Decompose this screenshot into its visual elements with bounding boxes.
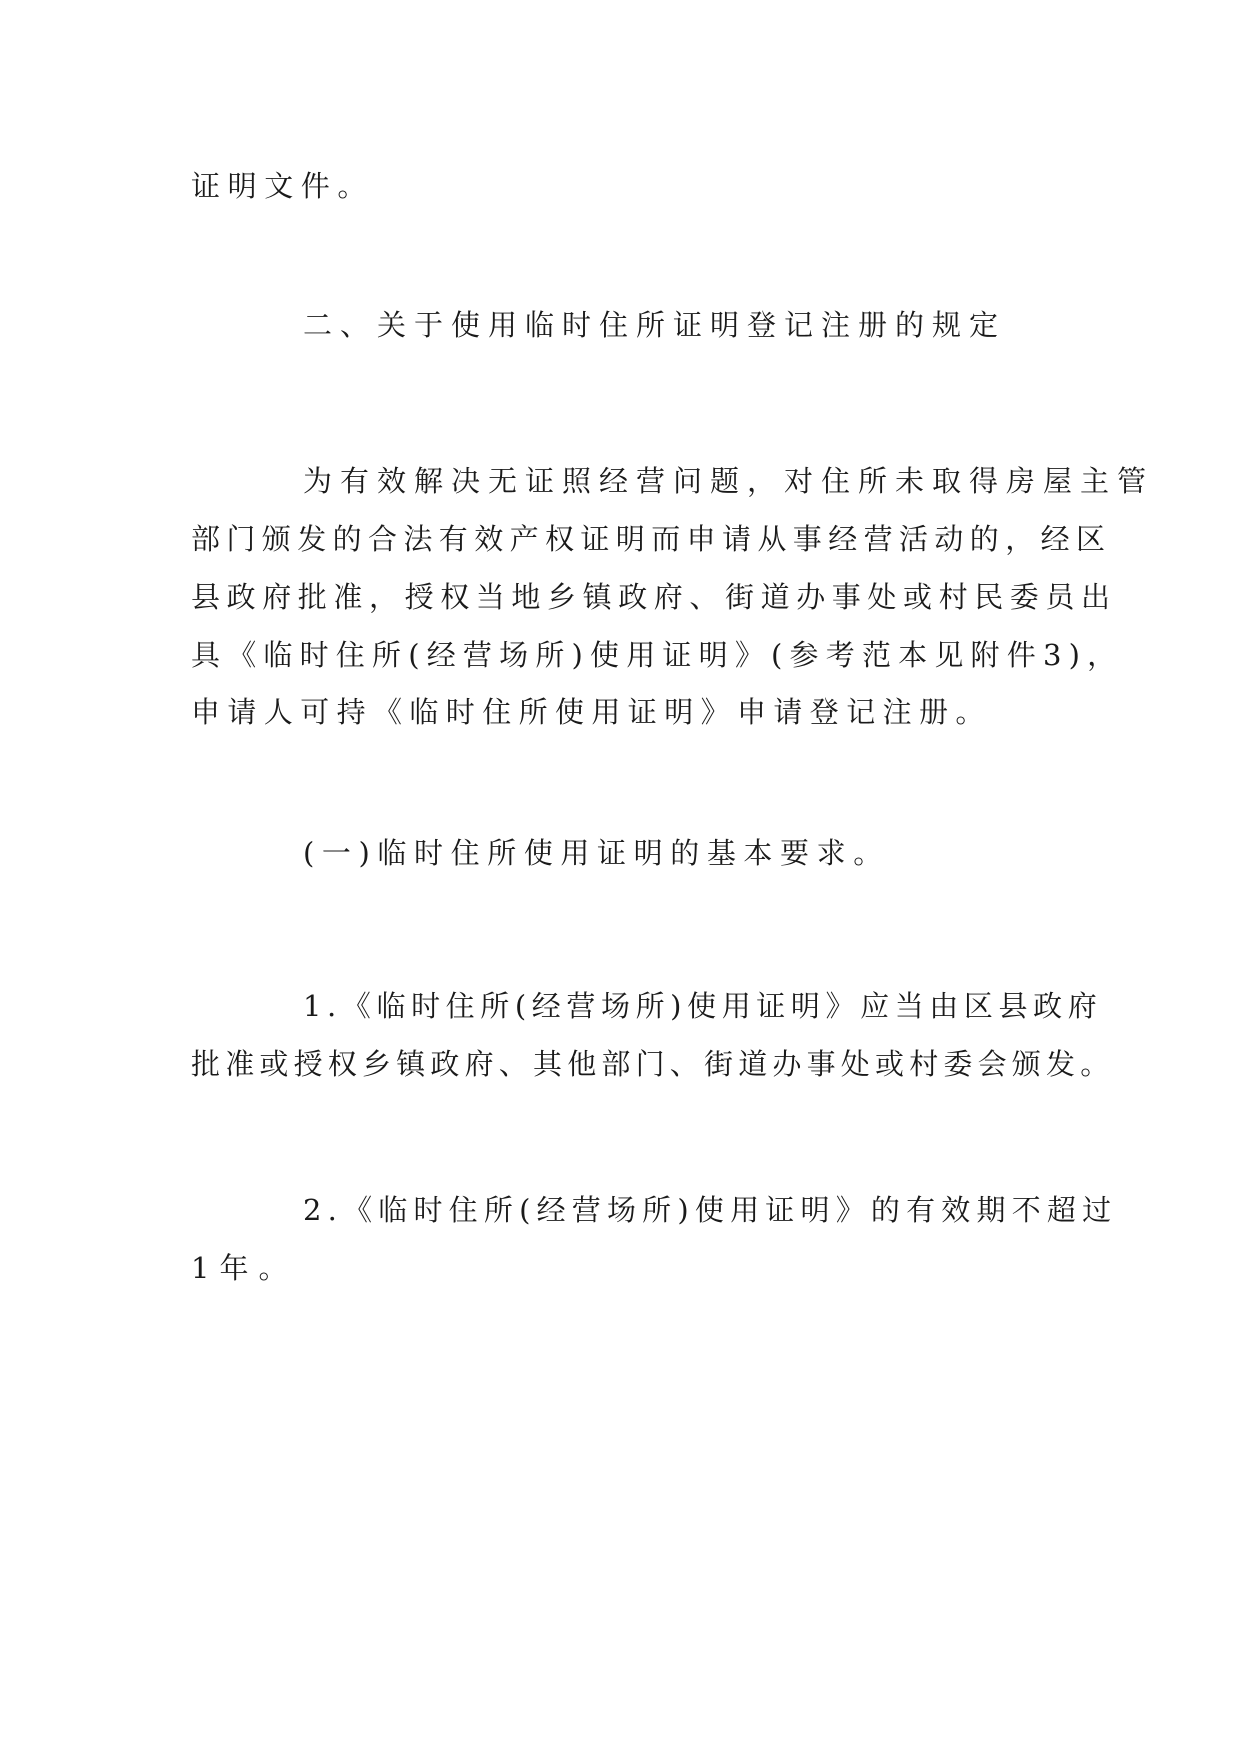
list-item-line: 批准或授权乡镇政府、其他部门、街道办事处或村委会颁发。 — [191, 1047, 1115, 1081]
paragraph-continuation: 证明文件。 — [191, 169, 375, 203]
paragraph-line: 为有效解决无证照经营问题，对住所未取得房屋主管 — [303, 464, 1155, 498]
list-item-line: 2.《临时住所(经营场所)使用证明》的有效期不超过 — [303, 1193, 1118, 1227]
paragraph-line: 部门颁发的合法有效产权证明而申请从事经营活动的，经区 — [191, 522, 1112, 556]
list-item-line: 1.《临时住所(经营场所)使用证明》应当由区县政府 — [303, 989, 1103, 1023]
paragraph-line: 县政府批准，授权当地乡镇政府、街道办事处或村民委员出 — [191, 580, 1117, 614]
subsection-heading: (一)临时住所使用证明的基本要求。 — [303, 836, 890, 870]
paragraph-line: 申请人可持《临时住所使用证明》申请登记注册。 — [191, 695, 992, 729]
section-heading: 二、关于使用临时住所证明登记注册的规定 — [303, 308, 1007, 342]
list-item-line: 1年。 — [191, 1251, 298, 1285]
paragraph-line: 具《临时住所(经营场所)使用证明》(参考范本见附件3)， — [191, 638, 1124, 672]
